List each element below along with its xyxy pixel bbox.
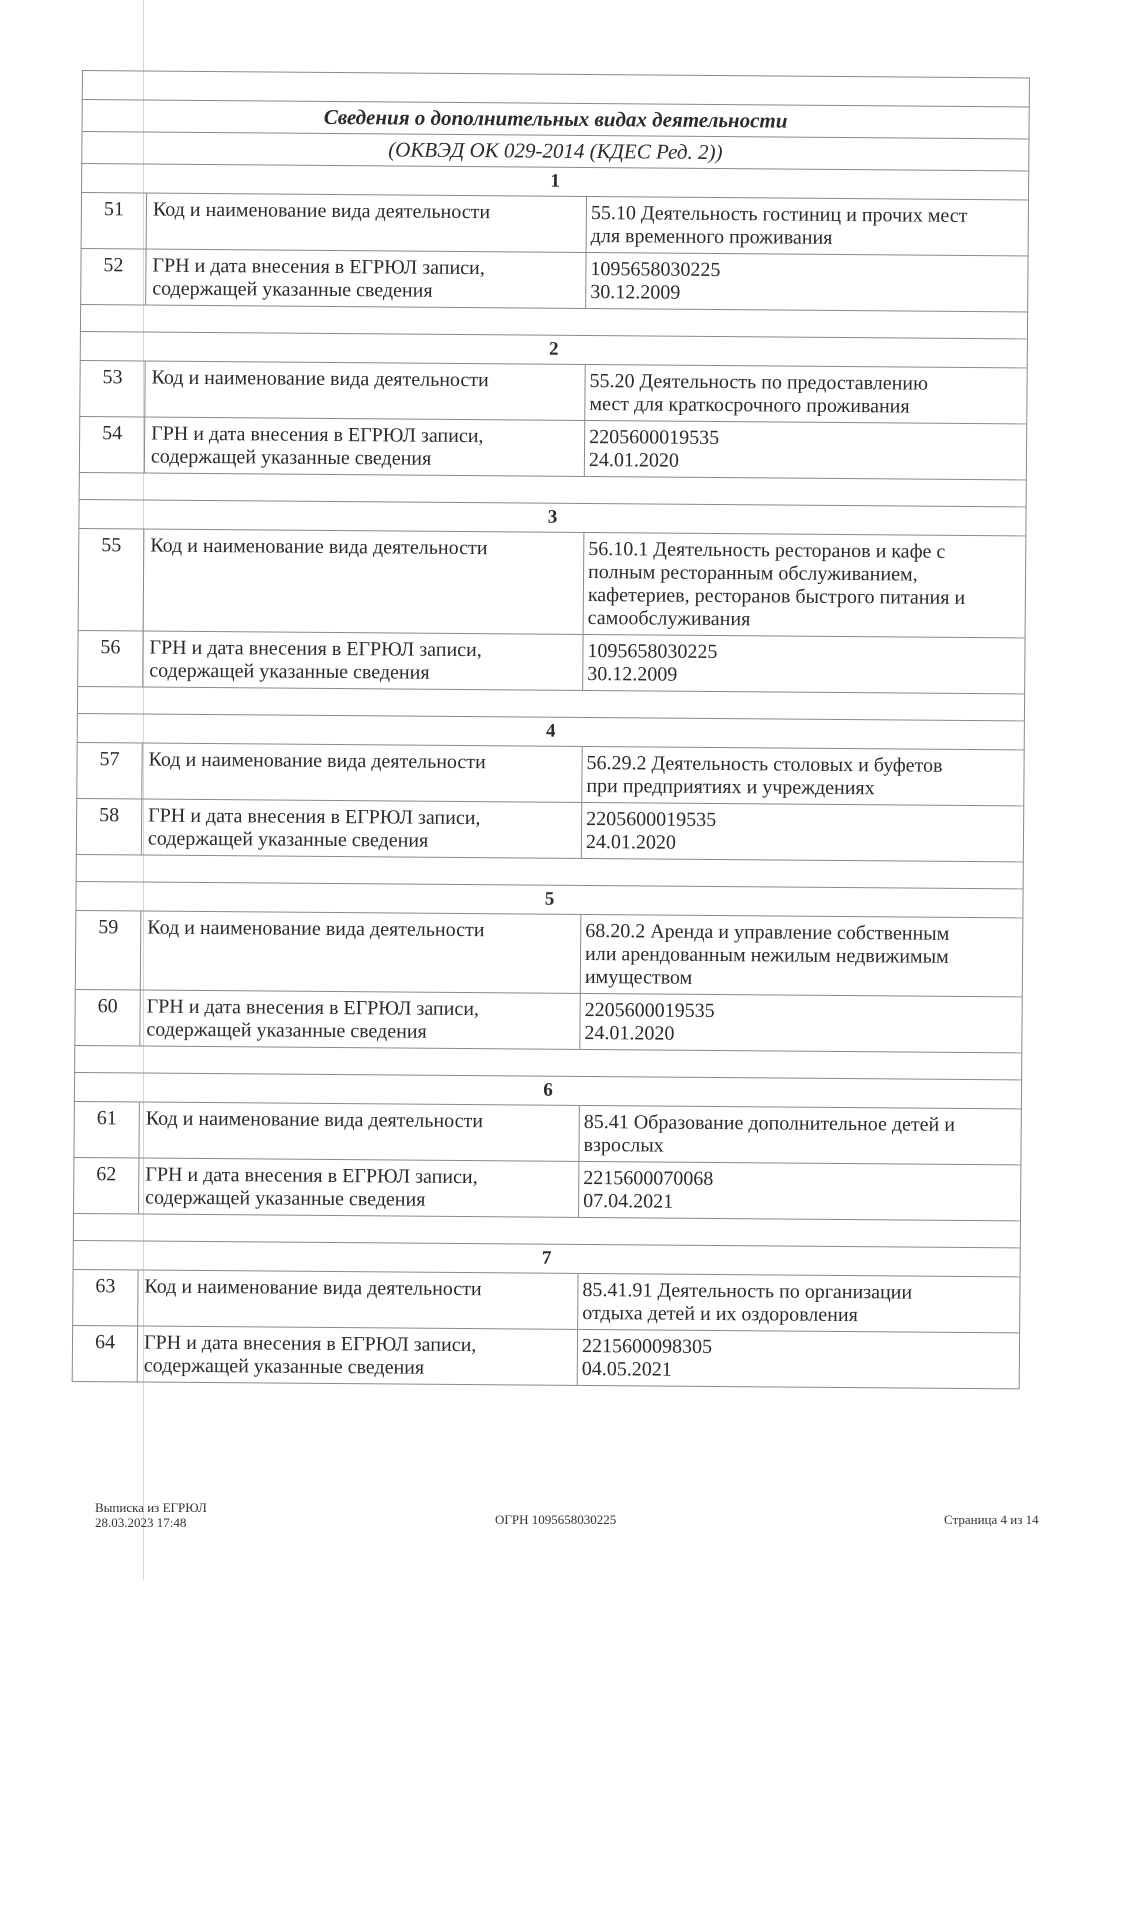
row-value-line: 2205600019535: [589, 425, 720, 450]
table-row: [73, 1157, 1021, 1220]
row-number: 54: [80, 417, 145, 473]
row-label: [146, 250, 586, 308]
row-label: [139, 1158, 579, 1216]
row-number: 62: [74, 1158, 139, 1214]
footer-extract-date: 28.03.2023 17:48: [95, 1515, 187, 1530]
table-row: [80, 248, 1028, 311]
egrul-extract-table: [72, 70, 1030, 1389]
row-label-line: содержащей указанные сведения: [147, 827, 429, 852]
row-label-line: Код и наименование вида деятельности: [144, 1275, 482, 1301]
table-row: [77, 630, 1025, 693]
row-label-line: Код и наименование вида деятельности: [145, 1107, 484, 1133]
row-value: [580, 994, 1021, 1052]
footer-extract-info: [95, 1500, 207, 1530]
row-number: 63: [73, 1270, 138, 1326]
row-value-line: 04.05.2021: [581, 1357, 672, 1381]
row-label: [139, 1102, 579, 1160]
row-value-line: 2215600070068: [583, 1166, 714, 1190]
row-value: [585, 365, 1026, 423]
row-label: [142, 743, 582, 801]
row-label-line: содержащей указанные сведения: [143, 1354, 425, 1379]
table-row: [72, 1269, 1020, 1332]
row-label: [142, 799, 582, 857]
section-number: 3: [78, 499, 1026, 535]
row-value-line: 85.41.91 Деятельность по организации: [582, 1278, 913, 1304]
row-label: [138, 1326, 578, 1384]
row-value-line: отдыха детей и их оздоровления: [582, 1301, 858, 1327]
row-number: 55: [79, 529, 145, 631]
row-label-line: содержащей указанные сведения: [145, 1186, 426, 1211]
row-label-line: содержащей указанные сведения: [150, 445, 432, 470]
row-label: [145, 362, 585, 420]
row-label: [141, 911, 582, 992]
row-label-line: содержащей указанные сведения: [146, 1018, 427, 1043]
row-value: [578, 1274, 1019, 1332]
row-number: 56: [78, 631, 143, 687]
section-number: 6: [74, 1072, 1022, 1108]
row-value-line: 24.01.2020: [585, 830, 677, 854]
row-value-line: 85.41 Образование дополнительное детей и: [583, 1110, 956, 1136]
row-number: 60: [75, 990, 140, 1046]
row-value-line: 24.01.2020: [584, 1021, 675, 1045]
section-number: 2: [80, 331, 1028, 367]
row-value-line: мест для краткосрочного проживания: [589, 392, 910, 418]
table-title: Сведения о дополнительных видах деятельности: [82, 99, 1030, 138]
row-value-line: при предприятиях и учреждениях: [586, 774, 875, 800]
table-row: [76, 798, 1024, 861]
row-value: [585, 421, 1026, 479]
section-number: 4: [77, 713, 1025, 749]
row-value-line: 30.12.2009: [590, 280, 681, 304]
row-value-line: взрослых: [583, 1133, 664, 1157]
row-value-line: полным ресторанным обслуживанием,: [587, 560, 918, 586]
row-label-line: Код и наименование вида деятельности: [148, 748, 486, 774]
row-number: 58: [77, 799, 142, 855]
row-number: 61: [74, 1102, 139, 1158]
section-number: 7: [73, 1240, 1021, 1276]
sections-container: [72, 163, 1030, 1389]
table-row: [73, 1101, 1021, 1164]
row-label-line: ГРН и дата внесения в ЕГРЮЛ записи,: [148, 804, 481, 830]
row-number: 52: [81, 249, 146, 305]
table-row: [72, 1325, 1020, 1389]
row-value: [581, 915, 1023, 996]
row-value: [579, 1106, 1020, 1164]
row-value-line: 2205600019535: [586, 807, 717, 832]
row-label: [144, 530, 585, 634]
row-value-line: 1095658030225: [590, 257, 721, 282]
row-value-line: 30.12.2009: [587, 662, 678, 686]
footer-page-number: Страница 4 из 14: [944, 1512, 1039, 1527]
row-label-line: ГРН и дата внесения в ЕГРЮЛ записи,: [152, 254, 485, 280]
row-value-line: 24.01.2020: [588, 448, 680, 472]
row-value: [582, 803, 1023, 861]
table-row: [75, 910, 1024, 996]
row-number: 53: [80, 361, 145, 417]
row-value-line: 2205600019535: [584, 998, 715, 1022]
row-label-line: ГРН и дата внесения в ЕГРЮЛ записи,: [151, 422, 484, 448]
row-value-line: или арендованным нежилым недвижимым: [584, 942, 949, 968]
row-value-line: 56.29.2 Деятельность столовых и буфетов: [586, 751, 943, 777]
footer-ogrn: ОГРН 1095658030225: [495, 1512, 617, 1527]
row-number: 59: [76, 911, 142, 990]
row-label: [147, 194, 587, 252]
row-label-line: ГРН и дата внесения в ЕГРЮЛ записи,: [149, 636, 482, 662]
row-label: [138, 1270, 578, 1328]
row-value-line: для временного проживания: [590, 225, 833, 249]
row-label-line: Код и наименование вида деятельности: [147, 916, 485, 942]
footer-extract-label: Выписка из ЕГРЮЛ: [95, 1500, 207, 1515]
row-value: [582, 747, 1023, 805]
row-value: [584, 533, 1026, 637]
row-label: [140, 990, 580, 1048]
table-row: [78, 528, 1027, 637]
row-value: [586, 253, 1027, 311]
row-value-line: 55.10 Деятельность гостиниц и прочих мест: [590, 202, 968, 227]
table-row: [76, 742, 1024, 805]
row-value-line: кафетериев, ресторанов быстрого питания и: [587, 583, 966, 609]
row-label-line: Код и наименование вида деятельности: [152, 198, 491, 224]
row-value-line: самообслуживания: [587, 606, 751, 631]
row-label-line: Код и наименование вида деятельности: [150, 534, 488, 560]
row-value: [583, 635, 1024, 693]
row-value: [587, 197, 1028, 255]
row-label-line: ГРН и дата внесения в ЕГРЮЛ записи,: [146, 995, 480, 1021]
section-number: 5: [75, 881, 1023, 917]
row-label-line: Код и наименование вида деятельности: [151, 366, 489, 392]
row-value-line: 55.20 Деятельность по предоставлению: [589, 369, 929, 395]
table-subtitle: (ОКВЭД ОК 029-2014 (КДЕС Ред. 2)): [81, 131, 1029, 170]
row-label-line: ГРН и дата внесения в ЕГРЮЛ записи,: [143, 1331, 477, 1357]
table-row: [79, 360, 1027, 423]
row-number: 57: [77, 743, 142, 799]
row-value-line: 1095658030225: [587, 639, 718, 664]
row-value: [578, 1330, 1019, 1388]
row-value: [579, 1162, 1020, 1220]
table-row: [81, 192, 1029, 255]
table-row: [79, 416, 1027, 479]
row-label: [145, 418, 585, 476]
row-value-line: 2215600098305: [581, 1334, 713, 1358]
section-number: 1: [81, 163, 1029, 199]
row-number: 64: [73, 1326, 138, 1382]
row-label-line: содержащей указанные сведения: [149, 659, 430, 684]
row-number: 51: [82, 193, 147, 249]
row-label-line: содержащей указанные сведения: [152, 277, 433, 302]
row-value-line: 07.04.2021: [583, 1189, 674, 1213]
row-label-line: ГРН и дата внесения в ЕГРЮЛ записи,: [145, 1163, 478, 1189]
row-label: [143, 632, 583, 690]
row-value-line: 56.10.1 Деятельность ресторанов и кафе с: [588, 537, 946, 563]
table-row: [74, 989, 1022, 1052]
row-value-line: 68.20.2 Аренда и управление собственным: [585, 919, 950, 945]
row-value-line: имуществом: [584, 965, 693, 989]
